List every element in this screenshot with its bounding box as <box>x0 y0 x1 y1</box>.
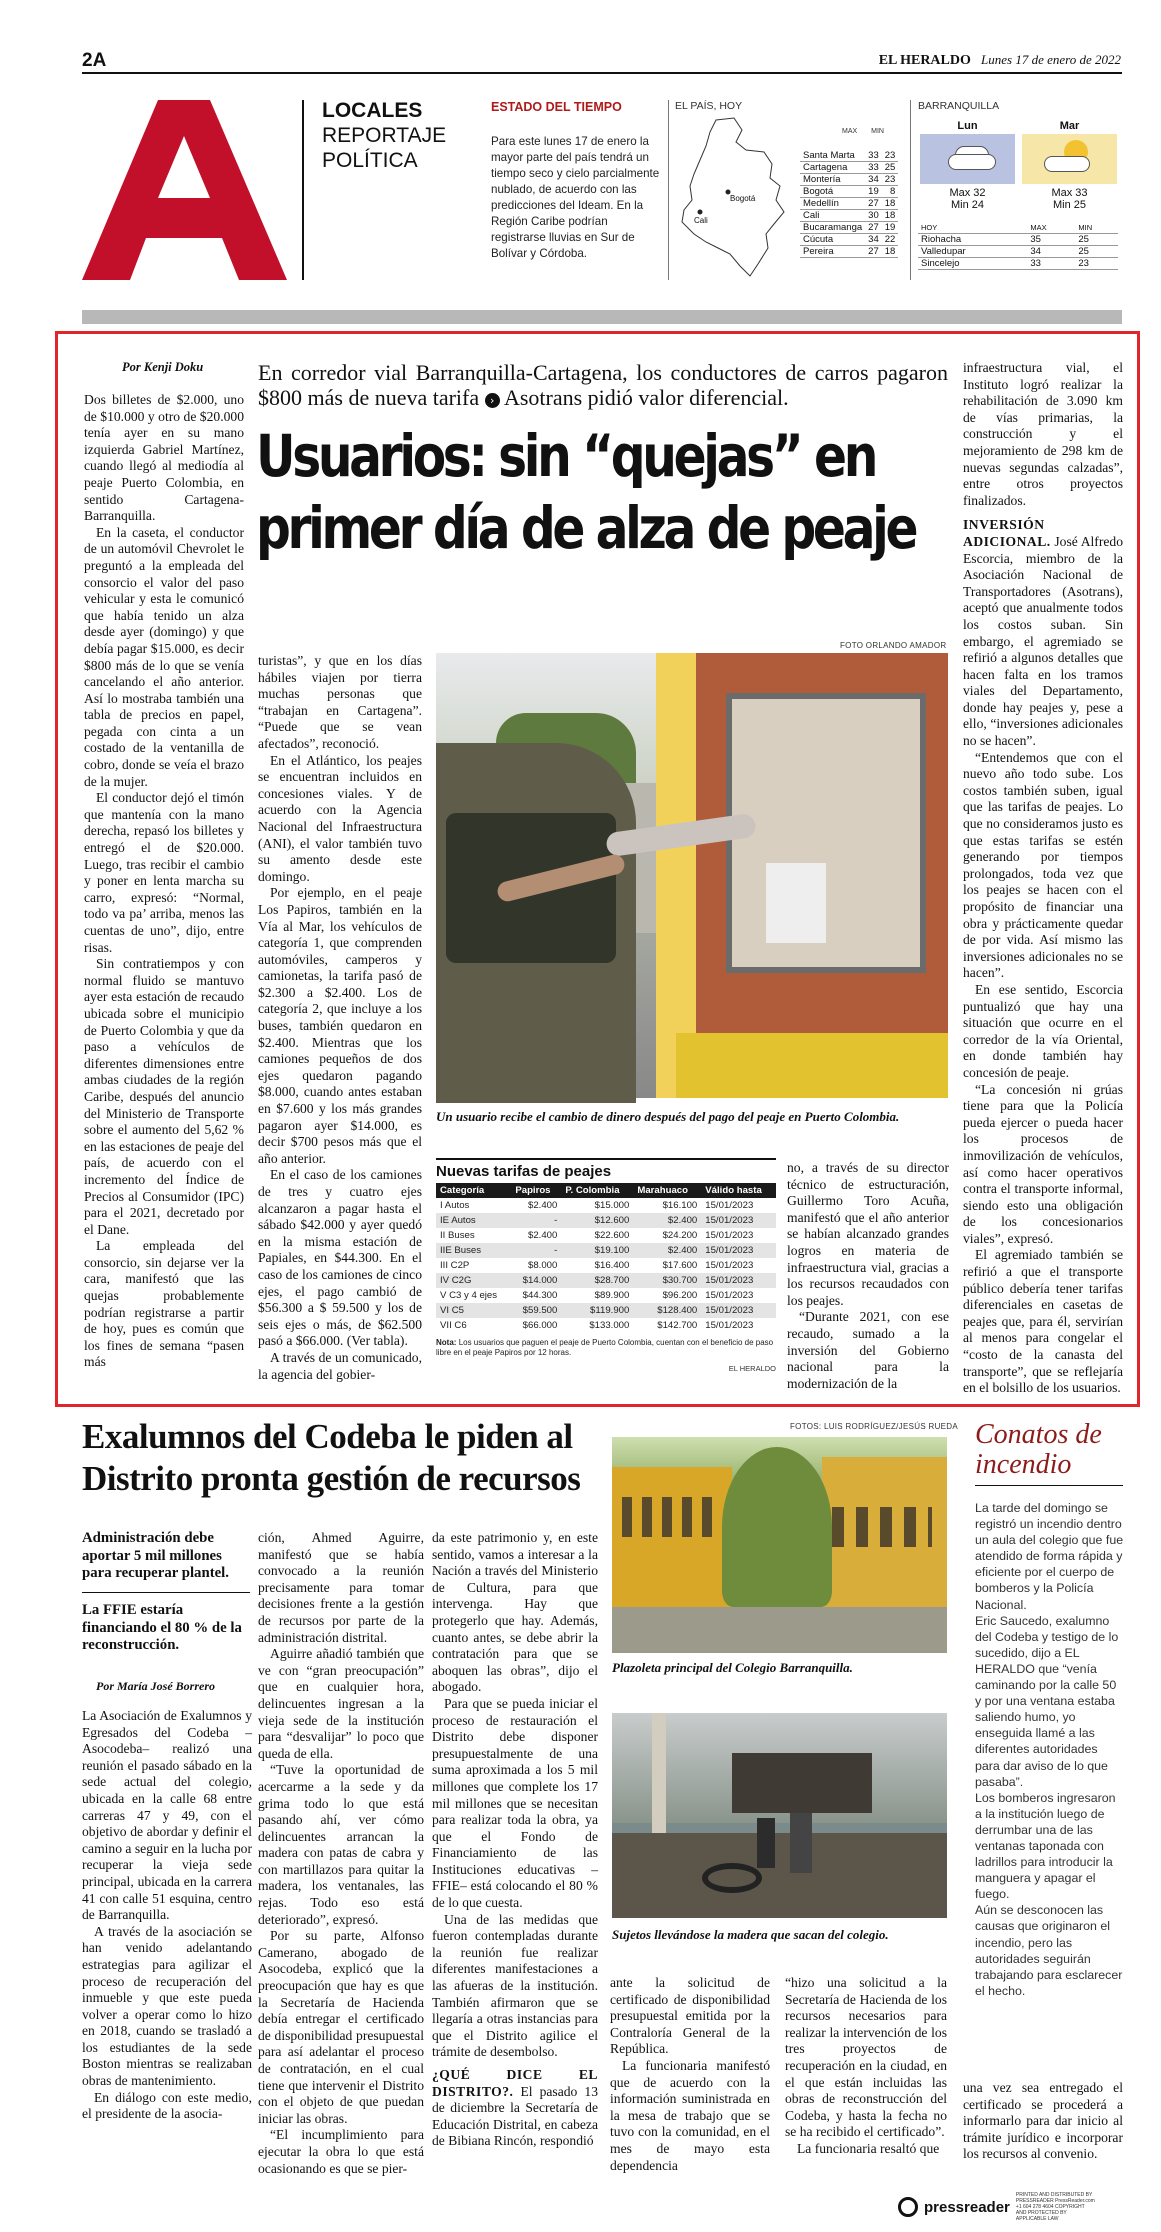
region-max: 34 <box>1027 245 1075 257</box>
paragraph: Por ejemplo, en el peaje Los Papiros, también en la Vía al Mar, los vehículos de categoría 1, que comprenden automóviles, camperos y camionetas, la tarifa pasó de $2.300 a $2.400. Los de categoría 2, que incluye a los buses, también quedaron en $2.400. Mientras que los camiones pequeños de dos ejes quedaron pagando $8.000, cuando antes estaban en $7.600 y los más grandes pagaron ayer $14.000, es decir $700 pesos más que el año anterior. <box>258 885 422 1166</box>
tariff-row <box>436 1288 776 1303</box>
main-col-2 <box>258 653 422 1382</box>
tariff-cell: III C2P <box>440 1260 470 1271</box>
tariff-cell: 15/01/2023 <box>705 1200 754 1211</box>
tariff-cell: $24.200 <box>662 1230 698 1241</box>
city-min: 18 <box>882 246 899 258</box>
city-temps-table <box>800 150 898 258</box>
region-row <box>918 233 1118 245</box>
tariff-cell: $2.400 <box>633 1213 701 1228</box>
forecast-max: Max 33 <box>1051 187 1088 199</box>
city-max: 27 <box>865 246 882 258</box>
main-kicker <box>258 360 948 410</box>
tariff-cell: $15.000 <box>594 1200 630 1211</box>
region-min: 23 <box>1075 257 1118 269</box>
tariff-cell: $119.900 <box>561 1303 633 1318</box>
tariff-cell: II Buses <box>440 1230 475 1241</box>
paragraph: El pasado 13 de diciembre la Secretaría de Educación Distrital, en cabeza de Bibiana Rincón, respondió <box>432 2083 598 2149</box>
city-row <box>800 234 898 246</box>
city-max: 33 <box>865 150 882 162</box>
tariff-cell: 15/01/2023 <box>701 1243 776 1258</box>
tariff-cell: $142.700 <box>657 1320 698 1331</box>
second-col-3 <box>432 1530 598 2206</box>
city-max: 30 <box>865 210 882 222</box>
paragraph: Una de las medidas que fueron contempladas durante la reunión fue realizar diferentes manifestaciones a las afueras de la institución. También afirmaron que se llegaría a otras instancias para que el Distrito agilice el trámite de desembolso. <box>432 1911 598 2060</box>
second-col-2 <box>258 1530 424 2206</box>
tariff-table <box>436 1183 776 1333</box>
main-headline: Usuarios: sin “quejas” en primer día de alza de peaje <box>256 422 916 562</box>
city-name: Bogotá <box>800 186 865 198</box>
header-rule <box>82 72 1122 74</box>
tariff-header-cell: Categoría <box>436 1183 511 1198</box>
second-col-1 <box>82 1708 252 2206</box>
tariff-cell: - <box>511 1243 561 1258</box>
city-max: 33 <box>865 162 882 174</box>
tariff-table-box <box>436 1158 776 1373</box>
paragraph: “hizo una solicitud a la Secretaría de Hacienda de los recursos necesarios para realizar la intervención de los tres proyectos de recuperación en la ciudad, en el que están incluidas las obras de reconstrucción del Codeba, y hasta la fecha no se ha recibido el certificado”. <box>785 1975 947 2140</box>
looters-caption: Sujetos llevándose la madera que sacan del colegio. <box>612 1927 889 1942</box>
city-name: Cartagena <box>800 162 865 174</box>
kicker-text: En corredor vial Barranquilla-Cartagena, los conductores de carros pagaron $800 más de nueva tarifa <box>258 360 948 410</box>
city-name: Montería <box>800 174 865 186</box>
section-links <box>322 98 446 173</box>
tariff-cell: IIE Buses <box>436 1243 511 1258</box>
sub-headline-2: La FFIE estaría financiando el 80 % de la reconstrucción. <box>82 1602 242 1653</box>
main-col-4 <box>963 360 1123 1400</box>
tariff-note <box>436 1338 776 1358</box>
tariff-cell: $8.000 <box>528 1260 558 1271</box>
city-max: 34 <box>865 234 882 246</box>
sidebar-body <box>975 1500 1125 1999</box>
region-header-cell: MAX <box>1027 222 1075 233</box>
region-header-row <box>918 222 1118 233</box>
tariff-cell: $28.700 <box>561 1273 633 1288</box>
paragraph: da este patrimonio y, en este sentido, vamos a interesar a la Nación a través del Ministerio de Cultura, para que intervenga. Hay que protegerlo que hay. Además, cuanto antes, se debe abrir la contratación para que se aboquen las obras”, dijo el abogado. <box>432 1530 598 1695</box>
region-header-cell: HOY <box>918 222 1027 233</box>
city-min: 23 <box>882 174 899 186</box>
paragraph: no, a través de su director técnico de estructuración, Guillermo Toro Acuña, manifestó que el año anterior se habían alcanzado grandes logros en materia de infraestructura vial, gracias a los recursos recaudados con los peajes. <box>787 1160 949 1308</box>
city-name: Cúcuta <box>800 234 865 246</box>
weather-divider-2 <box>910 100 911 280</box>
city-row <box>800 186 898 198</box>
map-label-cali: Cali <box>694 216 708 225</box>
tariff-header-cell: P. Colombia <box>561 1183 633 1198</box>
subhead-paragraph <box>432 2067 598 2150</box>
sidebar-paragraph: Aún se desconocen las causas que originaron el incendio, pero las autoridades seguirán trabajando para esclarecer el hecho. <box>975 1903 1123 1998</box>
main-byline: Por Kenji Doku <box>122 360 204 374</box>
weather-divider <box>668 100 669 280</box>
paragraph: La funcionaria resaltó que <box>797 2140 940 2156</box>
city-min: 18 <box>882 210 899 222</box>
forecast-day-name: Lun <box>957 120 978 132</box>
tariff-row <box>436 1273 776 1288</box>
sidebar-paragraph: La tarde del domingo se registró un incendio dentro un aula del colegio que fue atendido de forma rápida y eficiente por el cuerpo de bomberos y la Policía Nacional. <box>975 1501 1124 1612</box>
pressreader-brand: pressreader <box>924 2198 1010 2216</box>
city-max: 34 <box>865 174 882 186</box>
section-link-politica[interactable]: POLÍTICA <box>322 149 418 172</box>
tariff-cell: 15/01/2023 <box>705 1320 754 1331</box>
tariff-cell: 15/01/2023 <box>705 1260 754 1271</box>
pressreader-footer <box>898 2194 1128 2220</box>
masthead-line <box>879 52 1121 69</box>
tariff-cell: $16.400 <box>594 1260 630 1271</box>
paragraph: infraestructura vial, el Instituto logró realizar la rehabilitación de 3.090 km de vías primarias, la construcción y el mejoramiento de 298 km de nuevas segundas calzadas”, entre otros proyectos finalizados. <box>963 360 1123 508</box>
min-col-label: MIN <box>871 128 884 135</box>
barranquilla-title: BARRANQUILLA <box>918 100 1000 112</box>
region-header-cell: MIN <box>1075 222 1118 233</box>
region-min: 25 <box>1075 233 1118 245</box>
section-letter-logo <box>82 100 287 280</box>
table-top-rule <box>436 1158 776 1160</box>
forecast-min: Min 25 <box>1052 199 1087 211</box>
tariff-cell: IV C2G <box>436 1273 511 1288</box>
paragraph: A través de un comunicado, la agencia del gobier- <box>258 1349 422 1382</box>
city-row <box>800 222 898 234</box>
toll-booth-photo <box>436 653 948 1098</box>
tariff-cell: VI C5 <box>436 1303 511 1318</box>
paragraph: ante la solicitud de certificado de disponibilidad presupuestal emitida por la Contraloría General de la República. <box>610 1975 770 2057</box>
paragraph: Dos billetes de $2.000, uno de $10.000 y otro de $20.000 tenía ayer en su mano izquierda Gabriel Martínez, cuando llegó al mediodía al peaje Puerto Colombia, en sentido Cartagena-Barranquilla. <box>84 392 244 524</box>
tariff-row <box>436 1213 776 1228</box>
forecast-day-name: Mar <box>1059 120 1080 132</box>
forecast-max: Max 32 <box>949 187 986 199</box>
gray-band <box>82 310 1122 324</box>
region-city: Riohacha <box>918 233 1027 245</box>
photo-credit: FOTO ORLANDO AMADOR <box>840 641 947 650</box>
paper-name: EL HERALDO <box>878 53 971 68</box>
second-headline: Exalumnos del Codeba le piden al Distrito pronta gestión de recursos <box>82 1417 581 1498</box>
city-max: 27 <box>865 222 882 234</box>
forecast-day-lun <box>920 120 1015 211</box>
weather-text: Para este lunes 17 de enero la mayor parte del país tendrá un tiempo seco y cielo parcialmente nublado, de acuerdo con las predicciones del Ideam. En la Región Caribe podrían registrarse lluvias en Sur de Bolívar y Córdoba. <box>491 135 660 260</box>
tariff-header-cell: Papiros <box>511 1183 561 1198</box>
paragraph: José Alfredo Escorcia, miembro de la Asociación Nacional de Transportadores (Asotrans), aceptó que anualmente todos los costos suban. Sin embargo, el agremiado se refirió a algunos detalles que hacen falta en los tramos viales del Departamento, donde hay peajes y, pese a ello, “inversiones adicionales no se hacen”. <box>963 533 1123 749</box>
paragraph: Por su parte, Alfonso Camerano, abogado de Asocodeba, explicó que la preocupación que hay es que la Secretaría de Hacienda debía entregar el certificado de disponibilidad presupuestal para así adelantar el proceso de contratación, en el cual tiene que intervenir el Distrito con el objeto de que puedan iniciar las obras. <box>258 1928 424 2126</box>
tariff-cell: $12.600 <box>561 1213 633 1228</box>
city-min: 22 <box>882 234 899 246</box>
sidebar-paragraph: Los bomberos ingresaron a la institución luego de derrumbar una de las ventanas taponada con ladrillos para introducir la manguera y apagar el fuego. <box>975 1790 1116 1902</box>
region-city: Sincelejo <box>918 257 1027 269</box>
tariff-row <box>436 1243 776 1258</box>
table-source: EL HERALDO <box>728 1364 776 1373</box>
main-col-1 <box>84 392 244 1392</box>
tariff-cell: 15/01/2023 <box>705 1290 754 1301</box>
paragraph: “La concesión ni grúas tiene para que la Policía pueda ejercer o pueda hacer los procesos de inmovilización de vehículos, así como hacer operativos contra el transporte informal, siendo esto una obligación de los concesionarios viales”, expresó. <box>963 1081 1123 1246</box>
note-text: Los usuarios que paguen el peaje de Puerto Colombia, cuentan con el beneficio de paso libre en el peaje Papiros por 12 horas. <box>436 1338 774 1357</box>
city-min: 19 <box>882 222 899 234</box>
second-col-5 <box>785 1975 947 2205</box>
tariff-cell: $89.900 <box>594 1290 630 1301</box>
schoolyard-photo <box>612 1437 947 1653</box>
city-name: Medellín <box>800 198 865 210</box>
city-row <box>800 150 898 162</box>
paragraph: “Entendemos que con el nuevo año todo sube. Los costos también suben, igual que las tarifas de peajes. Lo que no consideramos justo es que estas tarifas se estén generando por tiempos prolongados, toda vez que los peajes se hacen con el propósito de financiar una obra y prácticamente quedar de por vida. Así mismo las inversiones adicionales no se hacen”. <box>963 749 1123 981</box>
tariff-header-cell: Válido hasta <box>701 1183 776 1198</box>
tariff-cell: $19.100 <box>561 1243 633 1258</box>
paragraph: “Durante 2021, con ese recaudo, sumado a la inversión del Gobierno nacional para la modernización de la <box>787 1309 949 1391</box>
sidebar-title: Conatos de incendio <box>975 1419 1102 1480</box>
region-city: Valledupar <box>918 245 1027 257</box>
section-link-locales[interactable]: LOCALES <box>322 99 423 122</box>
subhead-paragraph <box>963 517 1123 749</box>
city-max: 27 <box>865 198 882 210</box>
tariff-cell: VII C6 <box>440 1320 467 1331</box>
section-divider <box>302 100 304 280</box>
city-min: 25 <box>882 162 899 174</box>
tariff-cell: I Autos <box>440 1200 470 1211</box>
pressreader-small-print: PRINTED AND DISTRIBUTED BY PRESSREADER PressReader.com +1 604 278 4604 COPYRIGHT AND PROTECTED BY APPLICABLE LAW <box>1015 2192 1095 2222</box>
schoolyard-caption: Plazoleta principal del Colegio Barranquilla. <box>612 1660 853 1675</box>
forecast-min: Min 24 <box>950 199 985 211</box>
issue-date: Lunes 17 de enero de 2022 <box>981 52 1121 67</box>
paragraph: La empleada del consorcio, sin dejarse ver la cara, manifestó que las quejas probablemente podrían registrarse a partir de hoy, pues es común que los fines de semana “pasen más <box>84 1238 244 1370</box>
tariff-cell: 15/01/2023 <box>701 1273 776 1288</box>
city-max: 19 <box>865 186 882 198</box>
region-row <box>918 257 1118 269</box>
tariff-cell: $2.400 <box>633 1243 701 1258</box>
tariff-cell: - <box>511 1213 561 1228</box>
tariff-cell: $2.400 <box>528 1230 558 1241</box>
paragraph: En el caso de los camiones de tres y cuatro ejes alcanzaron a pagar hasta el sábado $42.000 y ayer quedó en la misma estación de Papiales, en $44.300. En el caso de los camiones de cinco ejes, el pago cambió de $56.300 a $ 59.500 y los de seis ejes o más, de $62.500 pasó a $66.000. (Ver tabla). <box>258 1167 422 1349</box>
main-col-3 <box>787 1160 949 1391</box>
sidebar-rule <box>975 1485 1123 1486</box>
sun-cloud-icon <box>1022 134 1117 184</box>
note-label: Nota: <box>436 1338 457 1347</box>
region-max: 35 <box>1027 233 1075 245</box>
forecast-day-mar <box>1022 120 1117 211</box>
paragraph: En diálogo con este medio, el presidente de la asocia- <box>82 2089 252 2122</box>
tariff-cell: 15/01/2023 <box>705 1230 754 1241</box>
tariff-cell: $96.200 <box>662 1290 698 1301</box>
tariff-table-title: Nuevas tarifas de peajes <box>436 1163 612 1180</box>
tariff-cell: $133.000 <box>589 1320 630 1331</box>
paragraph: ción, Ahmed Aguirre, manifestó que se había convocado a la reunión precisamente para tomar decisiones frente a la gestión de recursos por parte de la administración distrital. <box>258 1530 424 1645</box>
paragraph: En ese sentido, Escorcia puntualizó que hay una situación que ocurre en el corredor de la vía Oriental, en donde también hay concesión de peaje. <box>963 981 1123 1080</box>
second-byline: Por María José Borrero <box>96 1679 216 1693</box>
subhead-label: ¿QUÉ DICE EL DISTRITO?. <box>432 2067 598 2099</box>
sidebar-paragraph: Eric Saucedo, exalumno del Codeba y testigo de lo sucedido, dijo a EL HERALDO que “venía caminando por la calle 50 y por una ventana estaba saliendo humo, yo enseguida llamé a las diferentes autoridades para dar aviso de lo que pasaba”. <box>975 1613 1119 1789</box>
sub-rule <box>82 1592 250 1593</box>
paragraph: Aguirre añadió también que ve con “gran preocupación” que en cualquier hora, delincuentes ingresan a la vieja sede de la institución para “desvalijar” lo poco que queda de ella. <box>258 1646 424 1761</box>
tariff-cell: 15/01/2023 <box>701 1303 776 1318</box>
city-temps-header <box>842 128 884 135</box>
page-number: 2A <box>82 50 107 71</box>
colombia-map <box>672 116 802 281</box>
arrow-bullet-icon: › <box>485 393 500 408</box>
tariff-row <box>436 1318 776 1333</box>
tariff-cell: $22.600 <box>594 1230 630 1241</box>
city-name: Cali <box>800 210 865 222</box>
region-temps-table <box>918 222 1118 270</box>
city-row <box>800 162 898 174</box>
region-max: 33 <box>1027 257 1075 269</box>
map-title: EL PAÍS, HOY <box>675 100 743 112</box>
weather-title: ESTADO DEL TIEMPO <box>491 100 622 114</box>
second-photo-credit: FOTOS: LUIS RODRÍGUEZ/JESÚS RUEDA <box>790 1422 958 1431</box>
paragraph: En el Atlántico, los peajes se encuentran incluidos en concesiones viales. Y de acuerdo con la Agencia Nacional del Infraestructura (ANI), el valor también tuvo su amento desde este domingo. <box>258 752 422 884</box>
looters-photo <box>612 1713 947 1918</box>
tariff-cell: $128.400 <box>633 1303 701 1318</box>
city-row <box>800 174 898 186</box>
photo-caption: Un usuario recibe el cambio de dinero después del pago del peaje en Puerto Colombia. <box>436 1109 900 1124</box>
tariff-cell: $14.000 <box>511 1273 561 1288</box>
city-row <box>800 246 898 258</box>
region-min: 25 <box>1075 245 1118 257</box>
paragraph: El agremiado también se refirió a que el transporte público debería tener tarifas diferenciales en casetas de peajes que, para él, servirían al menos para congelar el “costo de la canasta del transporte”, que se reflejaría en el bolsillo de los usuarios. <box>963 1247 1123 1396</box>
tariff-cell: $17.600 <box>662 1260 698 1271</box>
city-name: Santa Marta <box>800 150 865 162</box>
paragraph: “Tuve la oportunidad de acercarme a la sede y da grima todo lo que está pasando ahí, ver cómo delincuentes arrancan la madera con patas de cabra y con martillazos para quitar la madera, los ventanales, las rejas. Todo eso está deteriorado”, expresó. <box>258 1762 424 1927</box>
partly-cloudy-icon <box>920 134 1015 184</box>
tariff-cell: $44.300 <box>522 1290 558 1301</box>
city-min: 8 <box>882 186 899 198</box>
paragraph: una vez sea entregado el certificado se procederá a informarlo para dar inicio al trámite jurídico e incorporar los recursos al convenio. <box>963 2080 1123 2162</box>
tariff-row <box>436 1228 776 1243</box>
paragraph: “El incumplimiento para ejecutar la obra lo que está ocasionando es que se pier- <box>258 2127 424 2176</box>
city-min: 23 <box>882 150 899 162</box>
paragraph: La Asociación de Exalumnos y Egresados del Codeba –Asocodeba– realizó una reunión el pasado sábado en la sede actual del colegio, ubicada en la calle 68 entre carreras 47 y 49, con el objetivo de abordar y definir el camino a seguir en la lucha por recuperar la vieja sede principal, ubicada en la carrera 41 con calle 51 esquina, centro de Barranquilla. <box>82 1708 252 1923</box>
subhead-label: INVERSIÓN ADICIONAL. <box>963 517 1051 549</box>
paragraph: Sin contratiempos y con normal fluido se mantuvo ayer esta estación de recaudo ubicada sobre el municipio de Puerto Colombia y que da paso a vehículos de diferentes dimensiones entre ambas ciudades de la región Caribe, después del anuncio del Ministerio de Transporte sobre el aumento del 5,62 % en las estaciones de peaje del país, de acuerdo con el incremento del Índice de Precios al Consumidor (IPC) para el 2021, decretado por el Dane. <box>84 956 244 1237</box>
tariff-cell: 15/01/2023 <box>701 1213 776 1228</box>
tariff-cell: $66.000 <box>522 1320 558 1331</box>
tariff-cell: $16.100 <box>662 1200 698 1211</box>
tariff-cell: $2.400 <box>528 1200 558 1211</box>
paragraph: El conductor dejó el timón que mantenía con la mano derecha, repasó los billetes y entregó el de $20.000. Luego, tras recibir el cambio y poner en lenta marcha su carro, expresó: “Normal, todo va pa’ arriba, menos las cuentas de uno”, dijo, entre risas. <box>84 790 244 955</box>
pressreader-logo-icon <box>898 2197 918 2217</box>
max-col-label: MAX <box>842 128 858 135</box>
paragraph: turistas”, y que en los días hábiles viajen por tierra muchas personas que “trabajan en Cartagena”. “Puede que se vean afectados”, reconoció. <box>258 653 422 751</box>
section-link-reportaje[interactable]: REPORTAJE <box>322 124 447 147</box>
kicker-text-2: Asotrans pidió valor diferencial. <box>503 385 789 410</box>
paragraph: La funcionaria manifestó que de acuerdo con la información suministrada en la mesa de trabajo que se tuvo con la comunidad, en el mes de mayo esta dependencia <box>610 2057 770 2173</box>
tariff-cell: $59.500 <box>511 1303 561 1318</box>
tariff-cell: IE Autos <box>436 1213 511 1228</box>
tariff-cell: V C3 y 4 ejes <box>440 1290 498 1301</box>
tariff-cell: $30.700 <box>633 1273 701 1288</box>
second-col-6 <box>963 2080 1123 2190</box>
paragraph: En la caseta, el conductor de un automóvil Chevrolet le preguntó a la empleada del consorcio el valor del paso vehicular y esta le comunicó que había tenido un alza desde ayer (domingo) y que debía pagar $15.000, es decir $800 más de lo que se venía cancelando el año anterior. Así lo mostraba también una tabla de precios en papel, pegada con cinta a un costado de la ventanilla de cobro, donde se veía el brazo de la mujer. <box>84 524 244 789</box>
tariff-row <box>436 1258 776 1273</box>
region-row <box>918 245 1118 257</box>
tariff-header-cell: Marahuaco <box>633 1183 701 1198</box>
map-label-bogota: Bogotá <box>730 194 756 203</box>
sub-headline-1: Administración debe aportar 5 mil millones para recuperar plantel. <box>82 1530 229 1581</box>
paragraph: Para que se pueda iniciar el proceso de restauración el Distrito debe disponer presupuestalmente de una suma aproximada a los 5 mil millones que complete los 17 mil millones que se necesitan para realizar toda la obra, ya que el Fondo de Financiamiento de las Instituciones educativas –FFIE– está colocando el 80 % de lo que cuesta. <box>432 1695 598 1911</box>
tariff-row <box>436 1303 776 1318</box>
city-name: Bucaramanga <box>800 222 865 234</box>
city-min: 18 <box>882 198 899 210</box>
city-name: Pereira <box>800 246 865 258</box>
city-row <box>800 210 898 222</box>
tariff-row <box>436 1198 776 1213</box>
city-row <box>800 198 898 210</box>
second-col-4 <box>610 1975 770 2205</box>
paragraph: A través de la asociación se han venido adelantando estrategias para agilizar el proceso de recuperación del inmueble y que este pueda volver a operar como lo hizo en 2018, cuando se trasladó a los estudiantes de la sede Boston mientras se realizaban obras de mantenimiento. <box>82 1923 252 2089</box>
